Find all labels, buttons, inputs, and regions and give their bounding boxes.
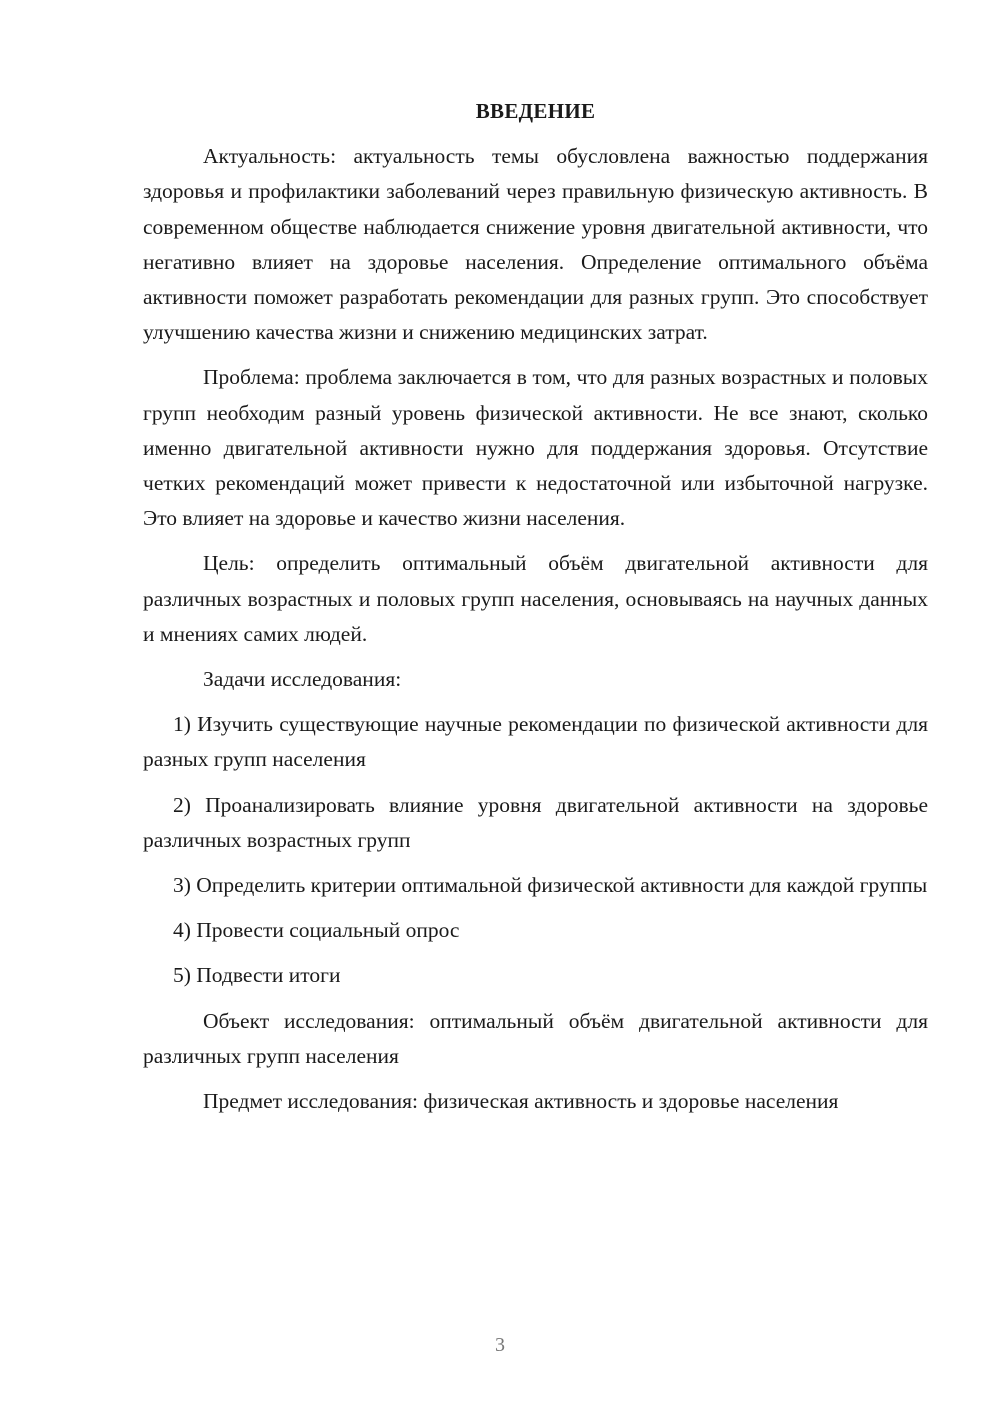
paragraph-relevance: Актуальность: актуальность темы обусловлена важностью поддержания здоровья и профилактики заболеваний через правильную физическую активность. В современном обществе наблюдается снижение уровня двигательной активности, что негативно влияет на здоровье населения. Определение оптимального объёма активности поможет разработать рекомендации для разных групп. Это способствует улучшению качества жизни и снижению медицинских затрат. — [143, 144, 928, 345]
paragraph-problem: Проблема: проблема заключается в том, что для разных возрастных и половых групп необходим разный уровень физической активности. Не все знают, сколько именно двигательной активности нужно для поддержания здоровья. Отсутствие четких рекомендаций может привести к недостаточной или избыточной нагрузке. Это влияет на здоровье и качество жизни населения. — [143, 365, 928, 531]
task-item-4: 4) Провести социальный опрос — [173, 918, 460, 943]
paragraph-object: Объект исследования: оптимальный объём двигательной активности для различных групп населения — [143, 1008, 928, 1068]
page-content — [143, 94, 928, 1119]
task-item-3: 3) Определить критерии оптимальной физической активности для каждой группы — [173, 873, 928, 898]
task-item-1: 1) Изучить существующие научные рекомендации по физической активности для разных групп населения — [143, 712, 928, 772]
page-number: 3 — [495, 1334, 505, 1356]
section-heading: ВВЕДЕНИЕ — [475, 99, 596, 123]
paragraph-subject: Предмет исследования: физическая активность и здоровье населения — [203, 1089, 839, 1114]
task-item-2: 2) Проанализировать влияние уровня двигательной активности на здоровье различных возрастных групп — [143, 792, 928, 852]
paragraph-goal: Цель: определить оптимальный объём двигательной активности для различных возрастных и половых групп населения, основываясь на научных данных и мнениях самих людей. — [143, 551, 928, 646]
task-item-5: 5) Подвести итоги — [173, 963, 341, 988]
tasks-title: Задачи исследования: — [203, 667, 402, 692]
